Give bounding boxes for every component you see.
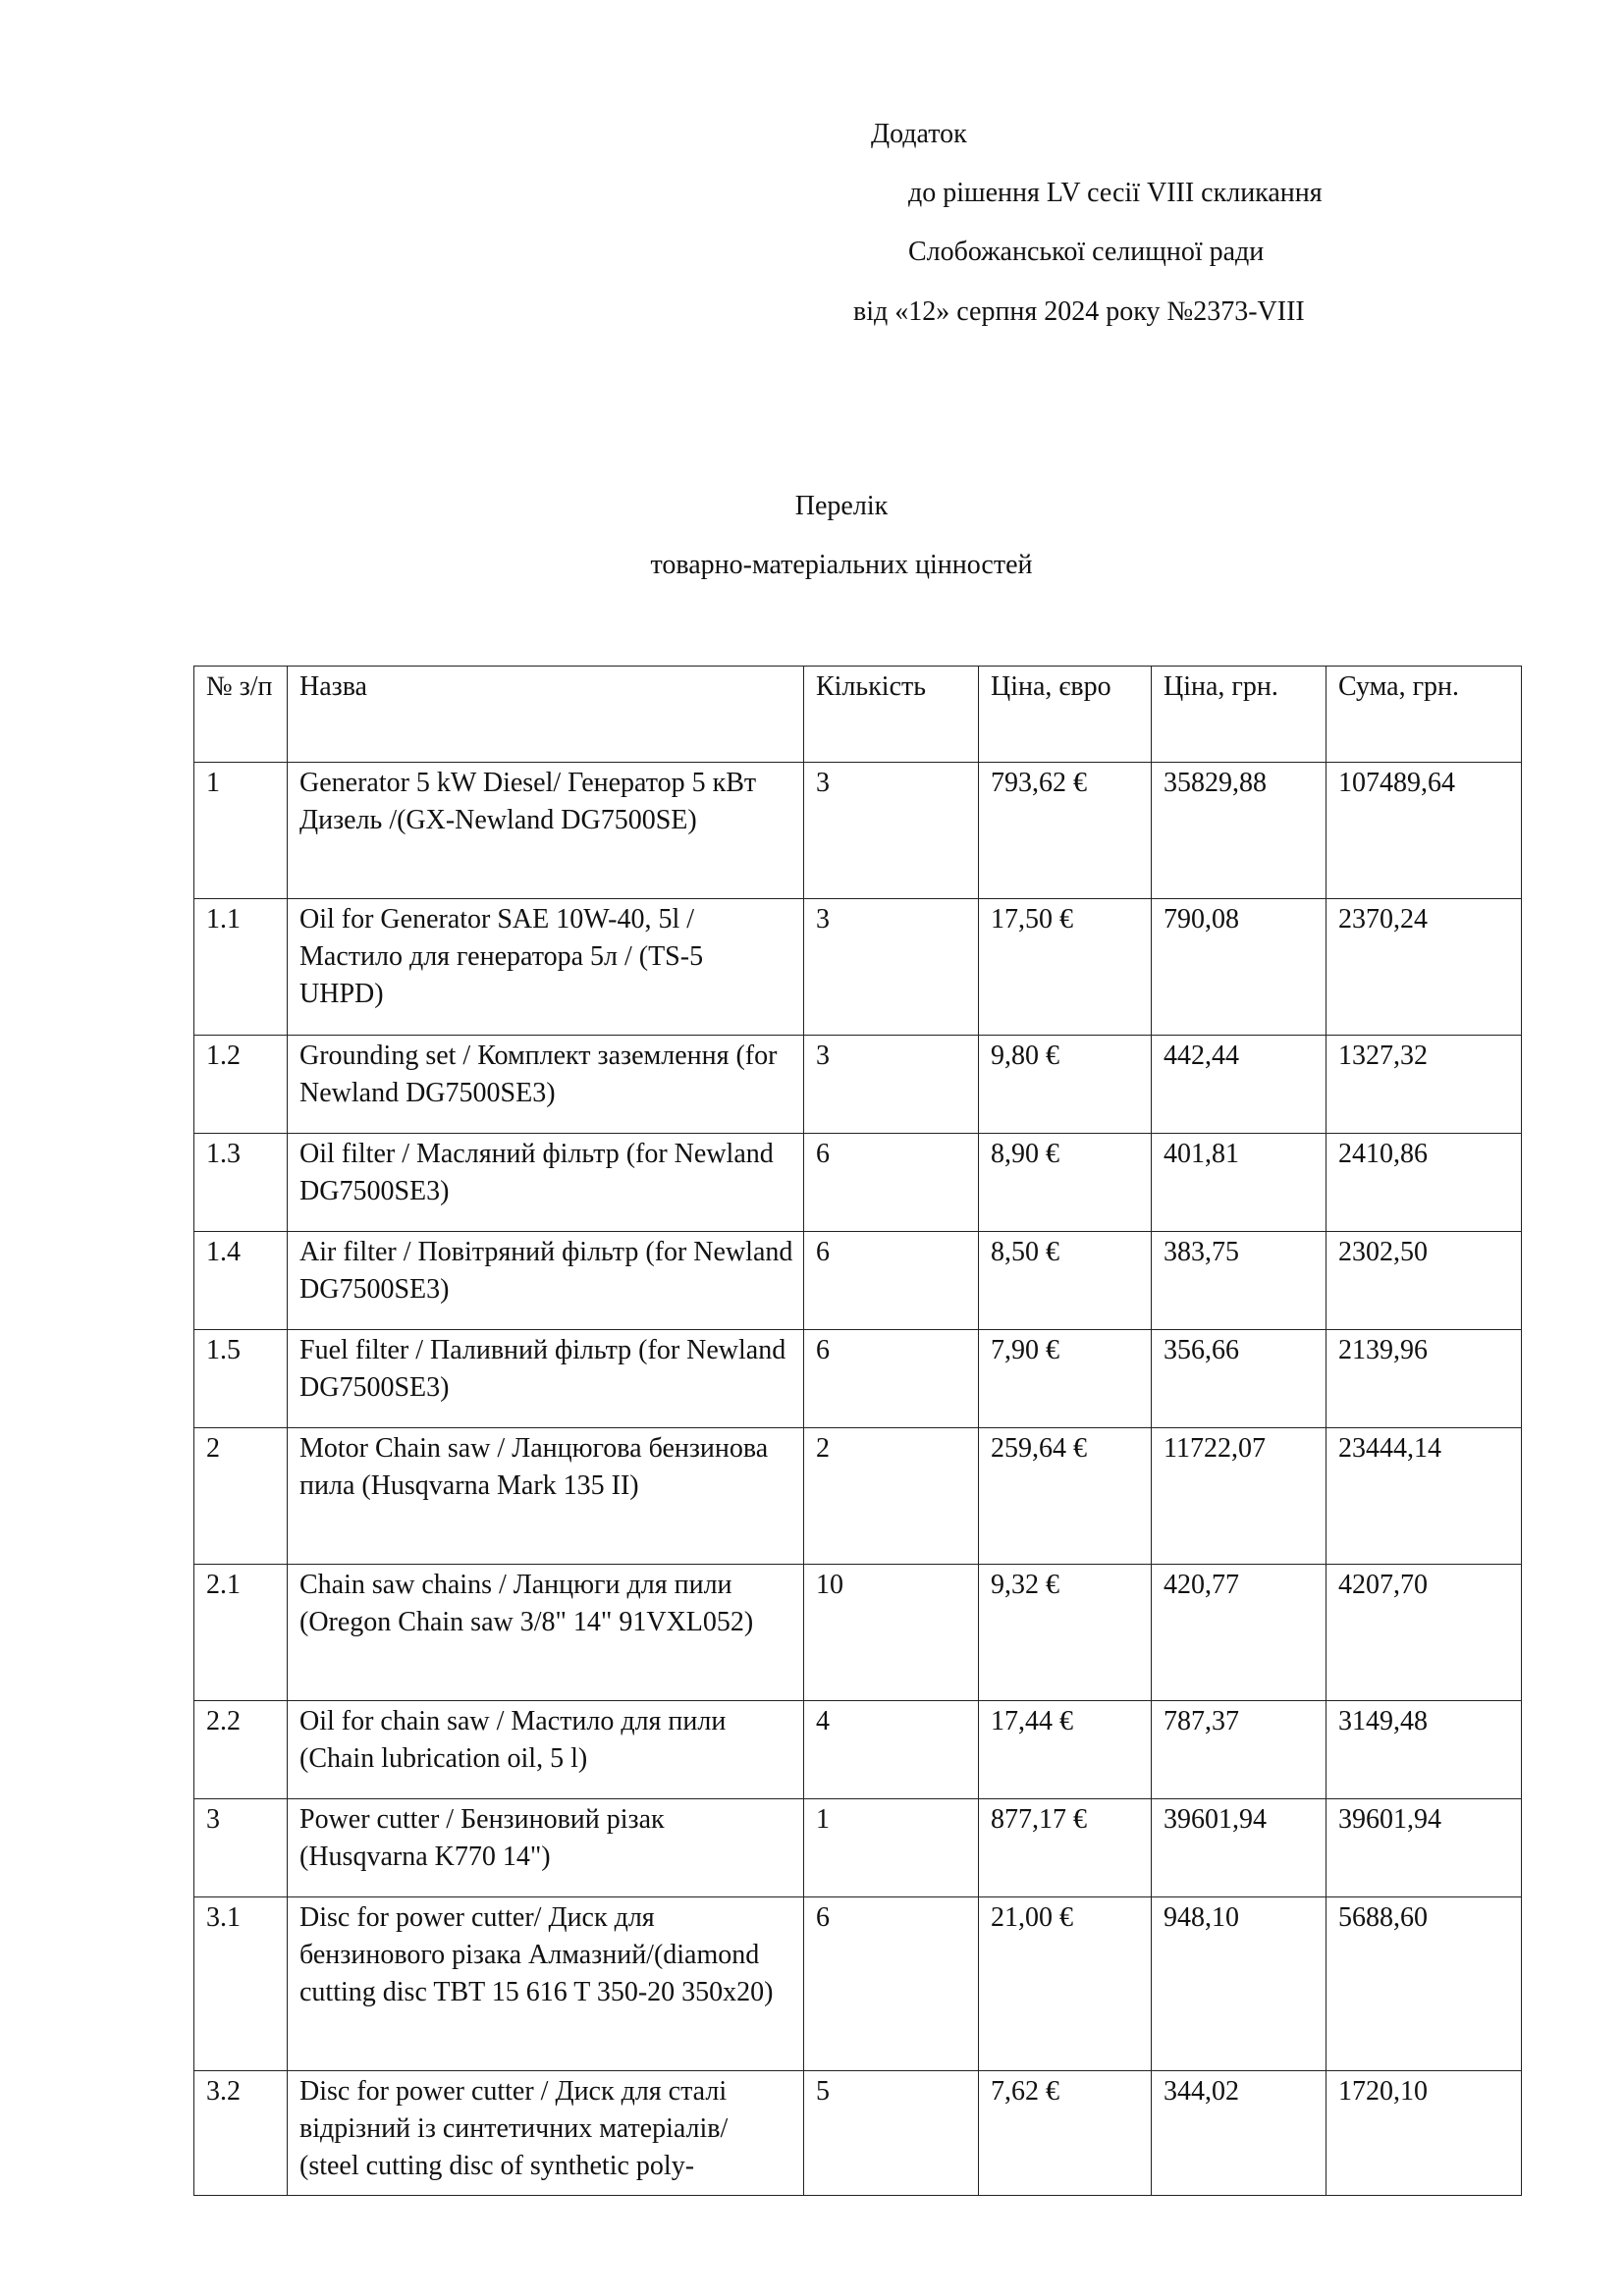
item-quantity: 10 — [804, 1565, 979, 1701]
column-header-number: № з/п — [194, 667, 288, 763]
table-row — [194, 763, 1522, 899]
table-row — [194, 1897, 1522, 2071]
decision-date-number: від «12» серпня 2024 року №2373-VIII — [853, 296, 1305, 327]
table-row — [194, 1428, 1522, 1565]
item-sum-uah: 2410,86 — [1326, 1134, 1522, 1232]
inventory-table — [193, 666, 1522, 2196]
item-sum-uah: 2139,96 — [1326, 1330, 1522, 1428]
row-number: 1 — [194, 763, 288, 899]
item-name: Generator 5 kW Diesel/ Генератор 5 кВт Дизель /(GX-Newland DG7500SE) — [288, 763, 804, 899]
item-price-uah: 356,66 — [1152, 1330, 1326, 1428]
table-row — [194, 1036, 1522, 1134]
table-row — [194, 1799, 1522, 1897]
item-price-eur: 9,80 € — [979, 1036, 1152, 1134]
item-name: Oil for chain saw / Мастило для пили (Chain lubrication oil, 5 l) — [288, 1701, 804, 1799]
item-price-eur: 17,44 € — [979, 1701, 1152, 1799]
item-quantity: 6 — [804, 1897, 979, 2071]
row-number: 3.2 — [194, 2071, 288, 2196]
item-sum-uah: 1327,32 — [1326, 1036, 1522, 1134]
column-header-quantity: Кількість — [804, 667, 979, 763]
item-quantity: 1 — [804, 1799, 979, 1897]
item-quantity: 4 — [804, 1701, 979, 1799]
row-number: 1.5 — [194, 1330, 288, 1428]
item-price-uah: 383,75 — [1152, 1232, 1326, 1330]
item-name: Fuel filter / Паливний фільтр (for Newland DG7500SE3) — [288, 1330, 804, 1428]
item-quantity: 3 — [804, 763, 979, 899]
row-number: 3.1 — [194, 1897, 288, 2071]
item-quantity: 2 — [804, 1428, 979, 1565]
row-number: 1.4 — [194, 1232, 288, 1330]
item-price-eur: 7,90 € — [979, 1330, 1152, 1428]
item-price-eur: 7,62 € — [979, 2071, 1152, 2196]
table-row — [194, 899, 1522, 1036]
table-header-row — [194, 667, 1522, 763]
item-sum-uah: 3149,48 — [1326, 1701, 1522, 1799]
document-subtitle: товарно-матеріальних цінностей — [650, 550, 1033, 580]
item-sum-uah: 4207,70 — [1326, 1565, 1522, 1701]
item-quantity: 3 — [804, 1036, 979, 1134]
item-name: Disc for power cutter / Диск для сталі відрізний із синтетичних матеріалів/ (steel cutting disc of synthetic poly- — [288, 2071, 804, 2196]
item-price-eur: 17,50 € — [979, 899, 1152, 1036]
item-price-uah: 39601,94 — [1152, 1799, 1326, 1897]
item-name: Air filter / Повітряний фільтр (for Newland DG7500SE3) — [288, 1232, 804, 1330]
item-sum-uah: 39601,94 — [1326, 1799, 1522, 1897]
row-number: 1.2 — [194, 1036, 288, 1134]
item-price-eur: 8,90 € — [979, 1134, 1152, 1232]
item-sum-uah: 2302,50 — [1326, 1232, 1522, 1330]
item-quantity: 6 — [804, 1134, 979, 1232]
item-price-uah: 790,08 — [1152, 899, 1326, 1036]
row-number: 2 — [194, 1428, 288, 1565]
appendix-label: Додаток — [871, 119, 967, 149]
item-quantity: 5 — [804, 2071, 979, 2196]
item-price-uah: 420,77 — [1152, 1565, 1326, 1701]
item-quantity: 3 — [804, 899, 979, 1036]
item-name: Chain saw chains / Ланцюги для пили (Oregon Chain saw 3/8" 14" 91VXL052) — [288, 1565, 804, 1701]
item-price-uah: 401,81 — [1152, 1134, 1326, 1232]
item-name: Oil filter / Масляний фільтр (for Newland DG7500SE3) — [288, 1134, 804, 1232]
item-sum-uah: 1720,10 — [1326, 2071, 1522, 2196]
item-name: Power cutter / Бензиновий різак (Husqvarna K770 14") — [288, 1799, 804, 1897]
table-row — [194, 1232, 1522, 1330]
item-price-eur: 9,32 € — [979, 1565, 1152, 1701]
table-row — [194, 1565, 1522, 1701]
row-number: 2.1 — [194, 1565, 288, 1701]
item-price-uah: 11722,07 — [1152, 1428, 1326, 1565]
item-sum-uah: 5688,60 — [1326, 1897, 1522, 2071]
item-name: Grounding set / Комплект заземлення (for Newland DG7500SE3) — [288, 1036, 804, 1134]
row-number: 1.1 — [194, 899, 288, 1036]
item-price-uah: 442,44 — [1152, 1036, 1326, 1134]
item-price-eur: 21,00 € — [979, 1897, 1152, 2071]
column-header-price-uah: Ціна, грн. — [1152, 667, 1326, 763]
table-row — [194, 2071, 1522, 2196]
item-name: Motor Chain saw / Ланцюгова бензинова пила (Husqvarna Mark 135 II) — [288, 1428, 804, 1565]
column-header-sum-uah: Сума, грн. — [1326, 667, 1522, 763]
item-quantity: 6 — [804, 1330, 979, 1428]
item-price-uah: 35829,88 — [1152, 763, 1326, 899]
item-name: Oil for Generator SAE 10W-40, 5l /Мастило для генератора 5л / (TS-5 UHPD) — [288, 899, 804, 1036]
item-price-eur: 259,64 € — [979, 1428, 1152, 1565]
table-row — [194, 1134, 1522, 1232]
item-price-uah: 948,10 — [1152, 1897, 1326, 2071]
item-price-eur: 793,62 € — [979, 763, 1152, 899]
item-quantity: 6 — [804, 1232, 979, 1330]
item-sum-uah: 23444,14 — [1326, 1428, 1522, 1565]
item-price-uah: 787,37 — [1152, 1701, 1326, 1799]
item-price-uah: 344,02 — [1152, 2071, 1326, 2196]
row-number: 3 — [194, 1799, 288, 1897]
table-row — [194, 1701, 1522, 1799]
item-name: Disc for power cutter/ Диск для бензинового різака Алмазний/(diamond cutting disc TBT 15 616 T 350-20 350x20) — [288, 1897, 804, 2071]
table-row — [194, 1330, 1522, 1428]
row-number: 2.2 — [194, 1701, 288, 1799]
table-body — [194, 763, 1522, 2196]
decision-reference: до рішення LV сесії VIII скликання — [908, 178, 1323, 208]
item-price-eur: 8,50 € — [979, 1232, 1152, 1330]
item-sum-uah: 2370,24 — [1326, 899, 1522, 1036]
item-price-eur: 877,17 € — [979, 1799, 1152, 1897]
column-header-price-eur: Ціна, євро — [979, 667, 1152, 763]
column-header-name: Назва — [288, 667, 804, 763]
row-number: 1.3 — [194, 1134, 288, 1232]
document-title: Перелік — [794, 491, 889, 521]
council-name: Слобожанської селищної ради — [908, 237, 1265, 267]
item-sum-uah: 107489,64 — [1326, 763, 1522, 899]
